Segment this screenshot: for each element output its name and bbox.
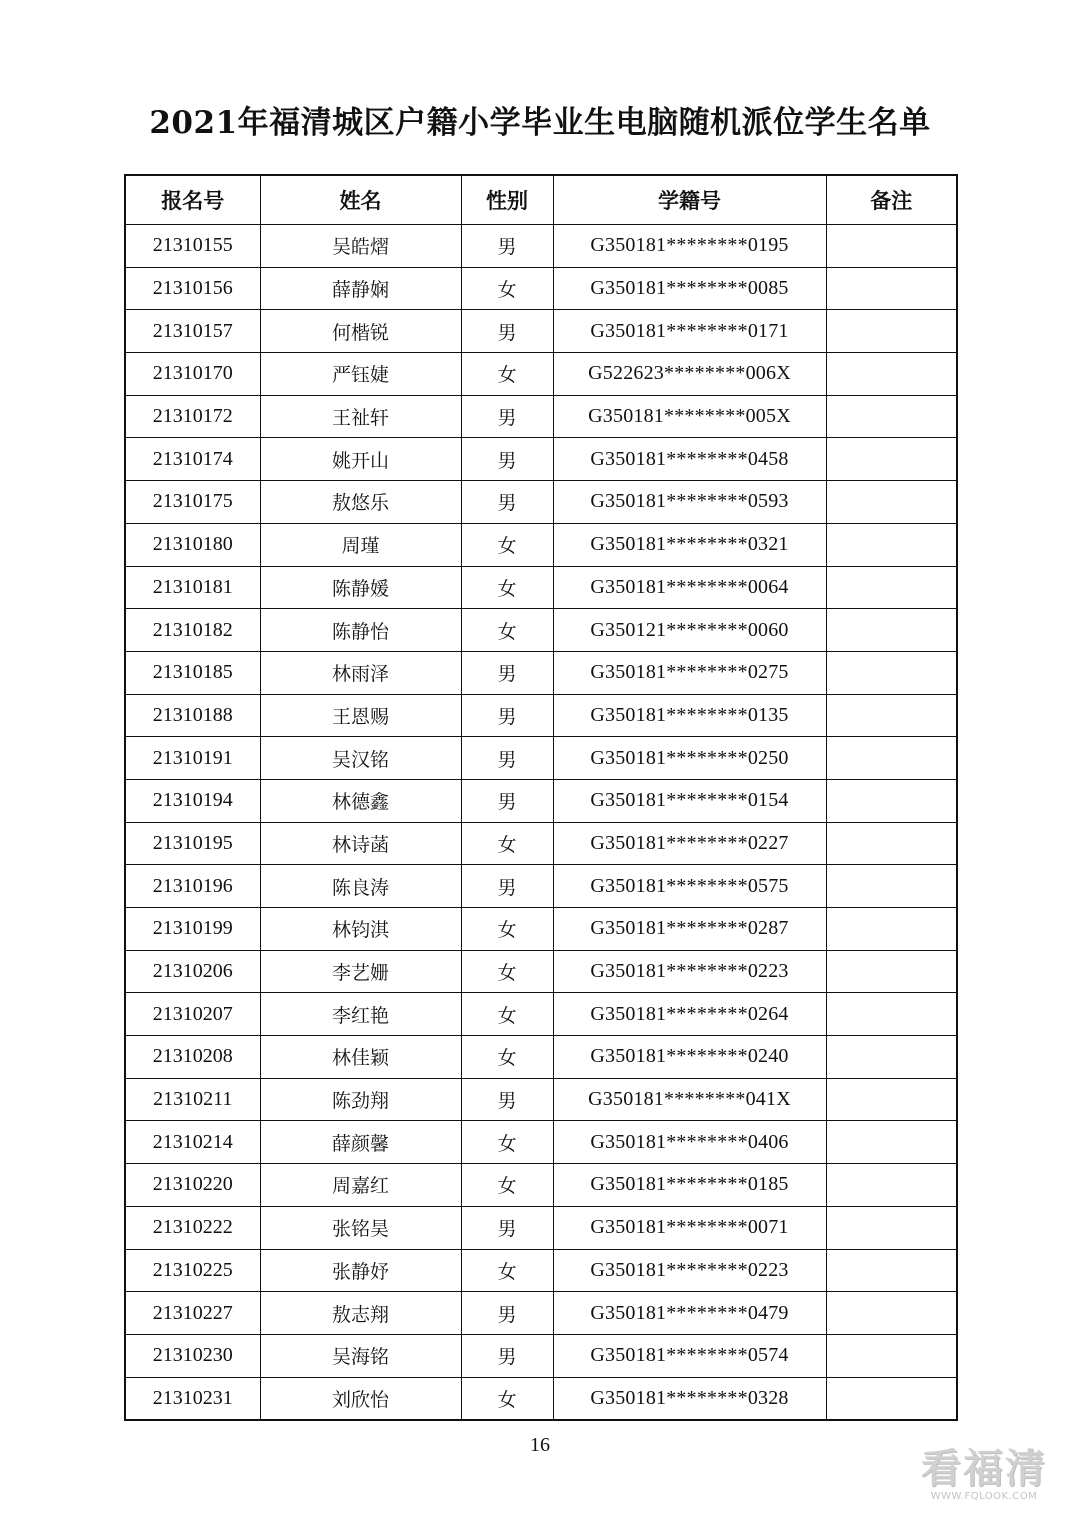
cell-regno: 21310211 — [125, 1078, 260, 1121]
table-row — [125, 438, 957, 481]
cell-regno: 21310199 — [125, 908, 260, 951]
cell-name: 姚开山 — [260, 438, 461, 481]
cell-remark — [826, 779, 957, 822]
cell-name: 张铭昊 — [260, 1206, 461, 1249]
student-roster-table — [124, 174, 958, 1421]
table-row — [125, 822, 957, 865]
cell-regno: 21310195 — [125, 822, 260, 865]
table-row — [125, 225, 957, 268]
cell-student-id: G350181********0287 — [553, 908, 826, 951]
cell-remark — [826, 908, 957, 951]
cell-regno: 21310172 — [125, 395, 260, 438]
cell-gender: 女 — [461, 353, 553, 396]
cell-student-id: G350181********0574 — [553, 1334, 826, 1377]
cell-student-id: G350181********0328 — [553, 1377, 826, 1420]
cell-student-id: G350181********041X — [553, 1078, 826, 1121]
cell-gender: 男 — [461, 395, 553, 438]
cell-name: 张静妤 — [260, 1249, 461, 1292]
cell-student-id: G350181********005X — [553, 395, 826, 438]
table-row — [125, 694, 957, 737]
cell-gender: 男 — [461, 865, 553, 908]
header-gender: 性别 — [461, 175, 553, 225]
cell-student-id: G350181********0593 — [553, 481, 826, 524]
cell-remark — [826, 225, 957, 268]
cell-student-id: G522623********006X — [553, 353, 826, 396]
table-row — [125, 1292, 957, 1335]
cell-regno: 21310222 — [125, 1206, 260, 1249]
cell-name: 林佳颖 — [260, 1036, 461, 1079]
cell-remark — [826, 1121, 957, 1164]
cell-gender: 女 — [461, 822, 553, 865]
cell-student-id: G350181********0223 — [553, 950, 826, 993]
cell-gender: 女 — [461, 267, 553, 310]
table-row — [125, 1121, 957, 1164]
cell-gender: 女 — [461, 609, 553, 652]
cell-gender: 男 — [461, 1078, 553, 1121]
cell-student-id: G350181********0458 — [553, 438, 826, 481]
cell-gender: 女 — [461, 523, 553, 566]
table-row — [125, 566, 957, 609]
watermark-url: WWW.FQLOOK.COM — [930, 1491, 1038, 1502]
header-regno: 报名号 — [125, 175, 260, 225]
cell-regno: 21310191 — [125, 737, 260, 780]
cell-name: 林雨泽 — [260, 651, 461, 694]
cell-student-id: G350181********0321 — [553, 523, 826, 566]
cell-remark — [826, 865, 957, 908]
cell-name: 薛颜馨 — [260, 1121, 461, 1164]
cell-regno: 21310182 — [125, 609, 260, 652]
table-header — [125, 175, 957, 225]
cell-name: 林诗菡 — [260, 822, 461, 865]
cell-gender: 男 — [461, 481, 553, 524]
cell-name: 林德鑫 — [260, 779, 461, 822]
cell-remark — [826, 1078, 957, 1121]
table-row — [125, 1036, 957, 1079]
cell-regno: 21310174 — [125, 438, 260, 481]
cell-regno: 21310194 — [125, 779, 260, 822]
cell-remark — [826, 1334, 957, 1377]
cell-gender: 女 — [461, 950, 553, 993]
table-row — [125, 908, 957, 951]
cell-student-id: G350181********0479 — [553, 1292, 826, 1335]
cell-gender: 男 — [461, 651, 553, 694]
cell-remark — [826, 481, 957, 524]
cell-remark — [826, 737, 957, 780]
cell-student-id: G350181********0575 — [553, 865, 826, 908]
cell-gender: 女 — [461, 566, 553, 609]
cell-student-id: G350181********0406 — [553, 1121, 826, 1164]
cell-student-id: G350181********0171 — [553, 310, 826, 353]
cell-remark — [826, 1292, 957, 1335]
cell-regno: 21310227 — [125, 1292, 260, 1335]
cell-name: 李艺姗 — [260, 950, 461, 993]
cell-gender: 女 — [461, 1377, 553, 1420]
cell-student-id: G350181********0154 — [553, 779, 826, 822]
table-row — [125, 1334, 957, 1377]
cell-name: 敖志翔 — [260, 1292, 461, 1335]
cell-gender: 女 — [461, 1164, 553, 1207]
table-row — [125, 395, 957, 438]
cell-regno: 21310230 — [125, 1334, 260, 1377]
cell-student-id: G350181********0250 — [553, 737, 826, 780]
table-row — [125, 609, 957, 652]
cell-student-id: G350181********0064 — [553, 566, 826, 609]
cell-gender: 女 — [461, 1121, 553, 1164]
cell-regno: 21310180 — [125, 523, 260, 566]
cell-remark — [826, 353, 957, 396]
cell-gender: 男 — [461, 694, 553, 737]
cell-regno: 21310188 — [125, 694, 260, 737]
table-row — [125, 779, 957, 822]
cell-remark — [826, 993, 957, 1036]
cell-regno: 21310170 — [125, 353, 260, 396]
cell-remark — [826, 438, 957, 481]
cell-name: 何楷锐 — [260, 310, 461, 353]
cell-remark — [826, 694, 957, 737]
cell-regno: 21310157 — [125, 310, 260, 353]
cell-remark — [826, 267, 957, 310]
table-body — [125, 225, 957, 1421]
table-row — [125, 353, 957, 396]
cell-student-id: G350181********0275 — [553, 651, 826, 694]
cell-student-id: G350121********0060 — [553, 609, 826, 652]
table-row — [125, 523, 957, 566]
cell-gender: 男 — [461, 1334, 553, 1377]
cell-name: 陈劲翔 — [260, 1078, 461, 1121]
cell-remark — [826, 395, 957, 438]
page-title: 2021年福清城区户籍小学毕业生电脑随机派位学生名单 — [149, 105, 931, 141]
watermark-logo — [914, 1447, 1054, 1502]
cell-regno: 21310207 — [125, 993, 260, 1036]
cell-remark — [826, 609, 957, 652]
table-row — [125, 737, 957, 780]
cell-name: 陈静媛 — [260, 566, 461, 609]
cell-student-id: G350181********0195 — [553, 225, 826, 268]
watermark-text: 看福清 — [921, 1446, 1047, 1492]
table-row — [125, 1377, 957, 1420]
cell-gender: 男 — [461, 310, 553, 353]
page-number: 16 — [530, 1434, 550, 1456]
cell-student-id: G350181********0264 — [553, 993, 826, 1036]
cell-name: 周瑾 — [260, 523, 461, 566]
cell-remark — [826, 822, 957, 865]
cell-name: 薛静娴 — [260, 267, 461, 310]
cell-gender: 女 — [461, 908, 553, 951]
cell-student-id: G350181********0240 — [553, 1036, 826, 1079]
cell-regno: 21310155 — [125, 225, 260, 268]
cell-name: 李红艳 — [260, 993, 461, 1036]
cell-name: 吴皓熠 — [260, 225, 461, 268]
cell-remark — [826, 566, 957, 609]
header-student-id: 学籍号 — [553, 175, 826, 225]
cell-name: 王恩赐 — [260, 694, 461, 737]
cell-gender: 男 — [461, 737, 553, 780]
table-row — [125, 1078, 957, 1121]
cell-remark — [826, 651, 957, 694]
cell-regno: 21310225 — [125, 1249, 260, 1292]
cell-regno: 21310220 — [125, 1164, 260, 1207]
cell-regno: 21310208 — [125, 1036, 260, 1079]
cell-regno: 21310231 — [125, 1377, 260, 1420]
cell-name: 严钰婕 — [260, 353, 461, 396]
cell-name: 周嘉红 — [260, 1164, 461, 1207]
cell-student-id: G350181********0227 — [553, 822, 826, 865]
cell-remark — [826, 1036, 957, 1079]
header-name: 姓名 — [260, 175, 461, 225]
table-row — [125, 267, 957, 310]
cell-student-id: G350181********0185 — [553, 1164, 826, 1207]
cell-regno: 21310156 — [125, 267, 260, 310]
cell-gender: 男 — [461, 1292, 553, 1335]
cell-remark — [826, 1249, 957, 1292]
table-row — [125, 310, 957, 353]
cell-gender: 男 — [461, 779, 553, 822]
cell-name: 陈静怡 — [260, 609, 461, 652]
table-row — [125, 1249, 957, 1292]
cell-student-id: G350181********0135 — [553, 694, 826, 737]
cell-regno: 21310214 — [125, 1121, 260, 1164]
cell-name: 王祉轩 — [260, 395, 461, 438]
cell-remark — [826, 1377, 957, 1420]
cell-name: 刘欣怡 — [260, 1377, 461, 1420]
cell-remark — [826, 950, 957, 993]
cell-gender: 男 — [461, 1206, 553, 1249]
cell-remark — [826, 523, 957, 566]
table-row — [125, 481, 957, 524]
cell-gender: 男 — [461, 438, 553, 481]
cell-regno: 21310185 — [125, 651, 260, 694]
header-row — [125, 175, 957, 225]
cell-regno: 21310206 — [125, 950, 260, 993]
cell-gender: 女 — [461, 1036, 553, 1079]
cell-gender: 男 — [461, 225, 553, 268]
cell-regno: 21310196 — [125, 865, 260, 908]
cell-student-id: G350181********0223 — [553, 1249, 826, 1292]
table-row — [125, 950, 957, 993]
cell-regno: 21310175 — [125, 481, 260, 524]
cell-name: 林钧淇 — [260, 908, 461, 951]
cell-gender: 女 — [461, 993, 553, 1036]
cell-name: 吴汉铭 — [260, 737, 461, 780]
table-row — [125, 1206, 957, 1249]
cell-student-id: G350181********0071 — [553, 1206, 826, 1249]
cell-name: 吴海铭 — [260, 1334, 461, 1377]
cell-gender: 女 — [461, 1249, 553, 1292]
table-row — [125, 651, 957, 694]
cell-remark — [826, 310, 957, 353]
table-row — [125, 993, 957, 1036]
cell-name: 敖悠乐 — [260, 481, 461, 524]
cell-remark — [826, 1164, 957, 1207]
cell-student-id: G350181********0085 — [553, 267, 826, 310]
header-remark: 备注 — [826, 175, 957, 225]
cell-name: 陈良涛 — [260, 865, 461, 908]
table-row — [125, 865, 957, 908]
cell-regno: 21310181 — [125, 566, 260, 609]
table-row — [125, 1164, 957, 1207]
cell-remark — [826, 1206, 957, 1249]
